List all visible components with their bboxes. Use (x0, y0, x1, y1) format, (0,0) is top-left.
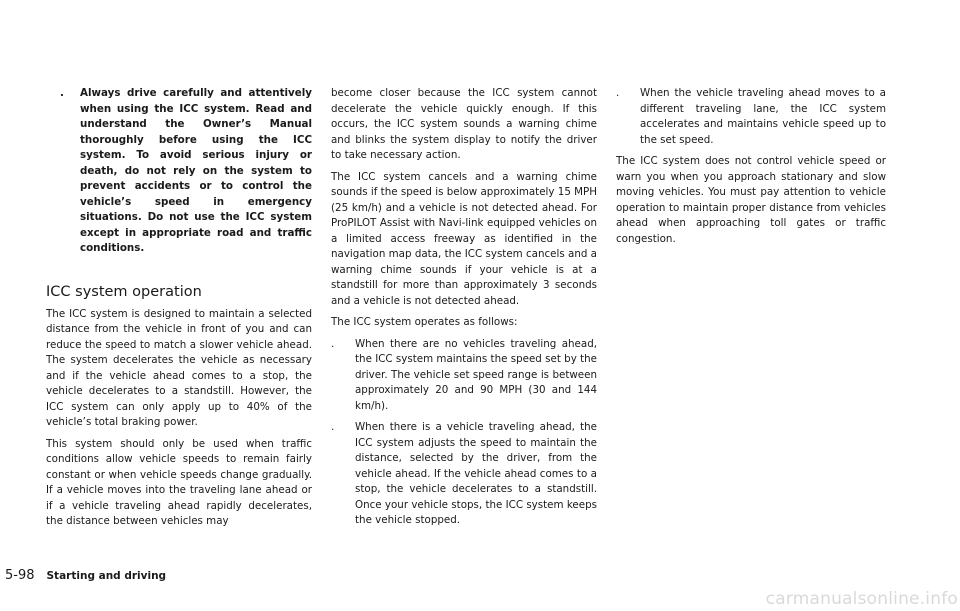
column-3 (616, 86, 886, 253)
paragraph: The ICC system does not control vehicle speed or warn you when you approach stationary and slow moving vehicles. You must pay attention to vehicle operation to maintain proper distance from vehicles ahead when approaching toll gates or traffic congestion. (616, 155, 886, 245)
list-item (331, 420, 597, 529)
page-footer (5, 567, 166, 583)
warning-bullet (60, 86, 312, 257)
paragraph: The ICC system operates as follows: (331, 316, 518, 328)
column-1 (46, 86, 312, 536)
section-title: Starting and driving (46, 570, 167, 582)
page-number: 5-98 (5, 568, 35, 583)
watermark: carmanualsonline.info (765, 589, 958, 609)
list-item (616, 86, 886, 148)
bullet-marker: . (331, 421, 335, 433)
list-item (331, 337, 597, 415)
paragraph: become closer because the ICC system cannot decelerate the vehicle quickly enough. If this occurs, the ICC system sounds a warning chime and blinks the system display to notify the driver to take necessary action. (331, 87, 597, 161)
warning-text: Always drive carefully and attentively when using the ICC system. Read and understand the Owner’s Manual thoroughly before using the ICC system. To avoid serious injury or death, do not rely on the system to prevent accidents or to control the vehicle’s speed in emergency situations. Do not use the ICC system except in appropriate road and traffic conditions. (80, 87, 312, 254)
list-item-text: When there are no vehicles traveling ahead, the ICC system maintains the speed set by the driver. The vehicle set speed range is between approximately 20 and 90 MPH (30 and 144 km/h). (355, 337, 597, 412)
bullet-marker: . (331, 337, 335, 350)
list-item-text: When the vehicle traveling ahead moves to a different traveling lane, the ICC system accelerates and maintains vehicle speed up to the set speed. (640, 87, 886, 146)
column-2 (331, 86, 597, 529)
paragraph: This system should only be used when traffic conditions allow vehicle speeds to remain fairly constant or when vehicle speeds change gradually. If a vehicle moves into the traveling lane ahead or if a vehicle traveling ahead rapidly decelerates, the distance between vehicles may (46, 437, 312, 527)
list-item-text: When there is a vehicle traveling ahead, the ICC system adjusts the speed to maintain the distance, selected by the driver, from the vehicle ahead. If the vehicle ahead comes to a stop, the vehicle decelerates to a standstill. Once your vehicle stops, the ICC system keeps the vehicle stopped. (355, 421, 597, 526)
bullet-marker: . (60, 87, 64, 99)
bullet-marker: . (616, 87, 620, 99)
paragraph: The ICC system is designed to maintain a selected distance from the vehicle in front of you and can reduce the speed to match a slower vehicle ahead. The system decelerates the vehicle as necessary and if the vehicle ahead comes to a stop, the vehicle decelerates to a standstill. However, the ICC system can only apply up to 40% of the vehicle’s total braking power. (46, 307, 312, 428)
section-heading: ICC system operation (46, 283, 202, 300)
paragraph: The ICC system cancels and a warning chime sounds if the speed is below approximately 15 MPH (25 km/h) and a vehicle is not detected ahead. For ProPILOT Assist with Navi-link equipped vehicles on a limited access freeway as identified in the navigation map data, the ICC system cancels and a warning chime sounds if your vehicle is at a standstill for more than approximately 3 seconds and a vehicle is not detected ahead. (331, 170, 597, 307)
